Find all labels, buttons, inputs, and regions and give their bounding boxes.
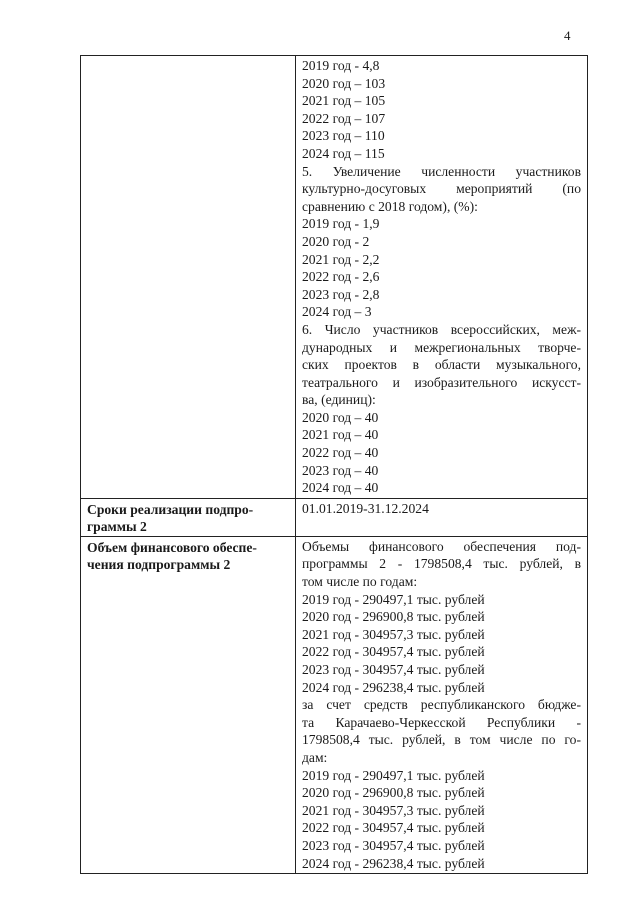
row-label xyxy=(81,499,295,536)
value-line: 2022 год - 304957,4 тыс. рублей xyxy=(302,820,485,836)
value-line: 2020 год – 40 xyxy=(302,409,379,425)
value-line: 2024 год – 40 xyxy=(302,480,379,496)
value-line: 2021 год – 40 xyxy=(302,427,379,443)
row-value-cell xyxy=(296,536,588,873)
value-line: 2022 год – 107 xyxy=(302,110,386,126)
value-line: за счет средств республиканского бюдже- xyxy=(302,697,581,713)
value-line: 2022 год - 304957,4 тыс. рублей xyxy=(302,644,485,660)
value-line: театрального и изобразительного искусст- xyxy=(302,374,581,390)
value-line: 2024 год - 296238,4 тыс. рублей xyxy=(302,855,485,871)
value-line: 2024 год – 3 xyxy=(302,304,372,320)
value-line: 2023 год – 40 xyxy=(302,462,379,478)
value-line: 2023 год - 2,8 xyxy=(302,286,380,302)
value-line: культурно-досуговых мероприятий (по xyxy=(302,181,581,197)
value-line: 2020 год - 296900,8 тыс. рублей xyxy=(302,785,485,801)
row-label-line: граммы 2 xyxy=(87,519,147,535)
passport-table xyxy=(80,55,588,874)
value-line: та Карачаево-Черкесской Республики - xyxy=(302,714,581,730)
row-label-line: Сроки реализации подпро- xyxy=(87,501,254,517)
table-row xyxy=(81,498,588,536)
value-line: 2021 год - 304957,3 тыс. рублей xyxy=(302,626,485,642)
value-line: том числе по годам: xyxy=(302,574,418,590)
value-line: 5. Увеличение численности участников xyxy=(302,163,581,179)
row-value-cell xyxy=(296,498,588,536)
value-line: 2021 год - 304957,3 тыс. рублей xyxy=(302,802,485,818)
value-line: ских проектов в области музыкального, xyxy=(302,357,581,373)
row-label-cell xyxy=(81,536,296,873)
row-label xyxy=(81,537,295,574)
value-line: 2019 год - 290497,1 тыс. рублей xyxy=(302,591,485,607)
table-row xyxy=(81,56,588,499)
row-value-cell xyxy=(296,56,588,499)
value-line: 2023 год - 304957,4 тыс. рублей xyxy=(302,837,485,853)
row-label-cell xyxy=(81,498,296,536)
value-line: 2020 год - 296900,8 тыс. рублей xyxy=(302,609,485,625)
value-line: 2024 год - 296238,4 тыс. рублей xyxy=(302,679,485,695)
value-line: 2019 год - 4,8 xyxy=(302,58,380,73)
value-line: 6. Число участников всероссийских, меж- xyxy=(302,321,581,337)
value-line: программы 2 - 1798508,4 тыс. рублей, в xyxy=(302,556,581,572)
value-line: 2022 год - 2,6 xyxy=(302,269,380,285)
value-line: 2023 год – 110 xyxy=(302,128,385,144)
value-line: 1798508,4 тыс. рублей, в том числе по го- xyxy=(302,732,581,748)
value-line: 2022 год – 40 xyxy=(302,445,379,461)
value-line: 01.01.2019-31.12.2024 xyxy=(302,500,429,516)
value-line: Объемы финансового обеспечения под- xyxy=(302,538,581,554)
value-line: 2021 год - 2,2 xyxy=(302,251,380,267)
row-label-cell xyxy=(81,56,296,499)
value-line: дам: xyxy=(302,749,328,765)
value-line: сравнению с 2018 годом), (%): xyxy=(302,198,478,214)
value-line: 2019 год - 290497,1 тыс. рублей xyxy=(302,767,485,783)
value-line: дународных и межрегиональных творче- xyxy=(302,339,581,355)
row-label-line: Объем финансового обеспе- xyxy=(87,539,257,555)
value-line: 2019 год - 1,9 xyxy=(302,216,380,232)
page-number: 4 xyxy=(564,28,571,43)
row-label xyxy=(81,56,295,58)
row-label-line: чения подпрограммы 2 xyxy=(87,557,231,573)
value-line: 2024 год – 115 xyxy=(302,145,385,161)
value-line: 2020 год - 2 xyxy=(302,233,370,249)
value-line: ва, (единиц): xyxy=(302,392,376,408)
value-line: 2023 год - 304957,4 тыс. рублей xyxy=(302,662,485,677)
value-line: 2021 год – 105 xyxy=(302,93,386,109)
table-row xyxy=(81,536,588,873)
value-line: 2020 год – 103 xyxy=(302,75,386,91)
